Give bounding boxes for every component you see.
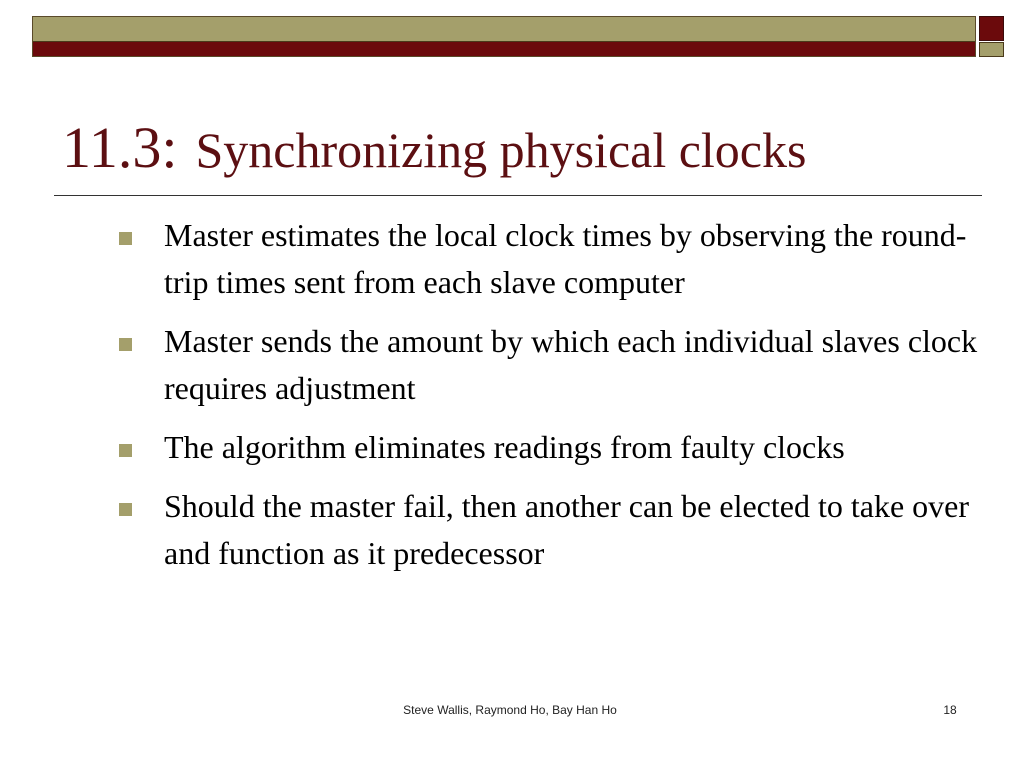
corner-olive-square — [979, 42, 1004, 57]
bullet-item — [112, 483, 992, 577]
slide-title — [62, 112, 962, 186]
square-bullet-icon — [119, 503, 132, 516]
footer-author: Steve Wallis, Raymond Ho, Bay Han Ho — [403, 703, 617, 717]
header-decorative-band — [32, 16, 976, 57]
header-olive-stripe — [33, 17, 975, 42]
title-text: Synchronizing physical clocks — [195, 122, 807, 178]
bullet-text: Master estimates the local clock times by observing the round-trip times sent from each slave computer — [164, 217, 967, 300]
title-divider — [54, 195, 982, 196]
bullet-text: The algorithm eliminates readings from faulty clocks — [164, 429, 845, 465]
bullet-text: Should the master fail, then another can be elected to take over and function as it predecessor — [164, 488, 970, 571]
bullet-item — [112, 424, 992, 471]
bullet-list — [112, 212, 992, 589]
bullet-item — [112, 318, 992, 412]
bullet-item — [112, 212, 992, 306]
title-section-number: 11.3: — [62, 115, 178, 180]
corner-maroon-square — [979, 16, 1004, 41]
square-bullet-icon — [119, 232, 132, 245]
bullet-text: Master sends the amount by which each individual slaves clock requires adjustment — [164, 323, 978, 406]
square-bullet-icon — [119, 444, 132, 457]
page-number: 18 — [943, 703, 957, 717]
square-bullet-icon — [119, 338, 132, 351]
